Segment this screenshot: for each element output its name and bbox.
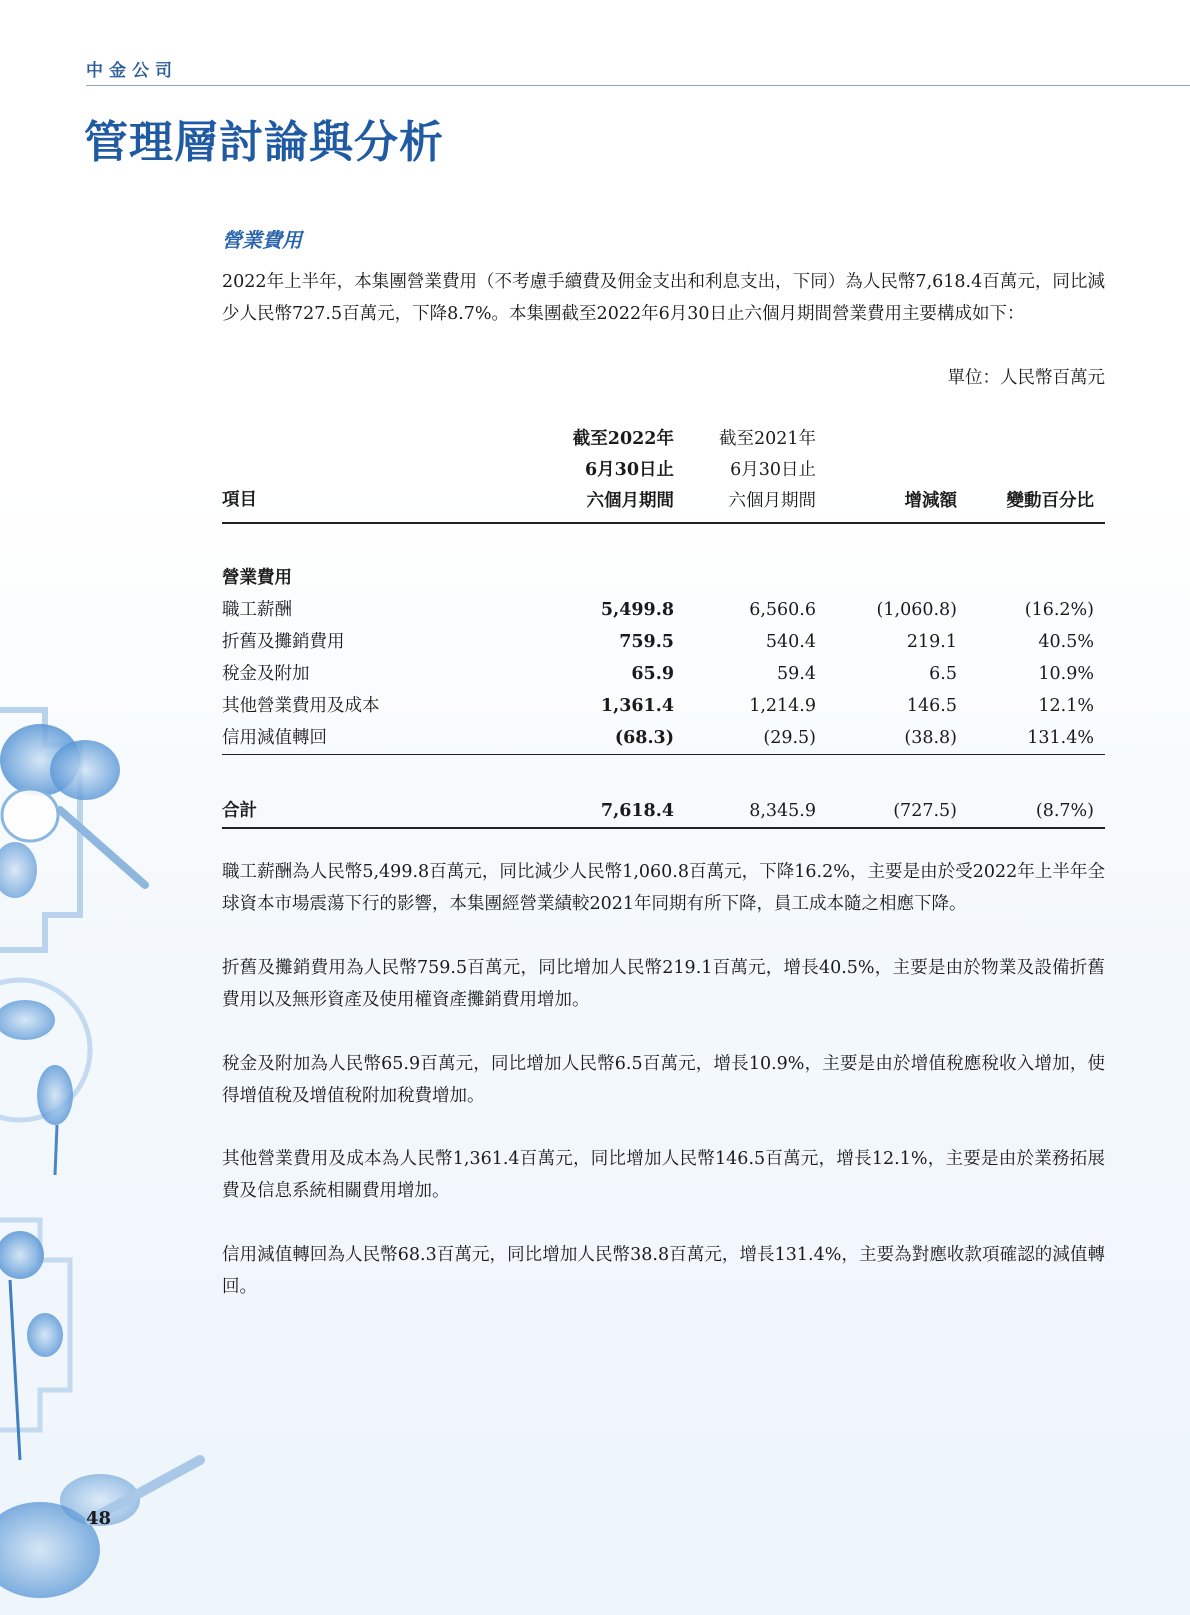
- row-label: 折舊及攤銷費用: [222, 632, 345, 652]
- col-2022-line-2: 6月30日止: [584, 460, 674, 480]
- total-2022: 7,618.4: [600, 801, 674, 821]
- value-pct: 40.5%: [1038, 632, 1094, 652]
- paragraph-taxes: 稅金及附加為人民幣65.9百萬元，同比增加人民幣6.5百萬元，增長10.9%，主要是由於增值稅應稅收入增加，使得增值稅及增值稅附加稅費增加。: [222, 1054, 1105, 1106]
- operating-expenses-table: [222, 424, 1105, 829]
- table-header: [222, 424, 1105, 522]
- col-2021-line-3: 六個月期間: [728, 491, 816, 511]
- company-name: 中金公司: [86, 61, 178, 81]
- paragraph-depreciation: 折舊及攤銷費用為人民幣759.5百萬元，同比增加人民幣219.1百萬元，增長40.5%，主要是由於物業及設備折舊費用以及無形資產及使用權資產攤銷費用增加。: [222, 958, 1105, 1010]
- value-change: 219.1: [906, 632, 957, 652]
- table-row: [222, 690, 1105, 722]
- unit-label: 單位：人民幣百萬元: [947, 368, 1105, 388]
- table-row: [222, 722, 1105, 754]
- value-2021: 59.4: [777, 664, 816, 684]
- table-row: [222, 594, 1105, 626]
- total-change: (727.5): [893, 801, 957, 821]
- total-2021: 8,345.9: [749, 801, 816, 821]
- page-title: 管理層討論與分析: [84, 117, 444, 168]
- col-2022-header: [573, 424, 674, 517]
- paragraph-staff-costs: 職工薪酬為人民幣5,499.8百萬元，同比減少人民幣1,060.8百萬元，下降16.2%，主要是由於受2022年上半年全球資本市場震蕩下行的影響，本集團經營業績較2021年同期有所下降，員工成本隨之相應下降。: [222, 862, 1105, 914]
- group-label: 營業費用: [222, 568, 292, 588]
- value-change: (38.8): [904, 728, 957, 748]
- value-pct: (16.2%): [1024, 600, 1094, 620]
- value-2021: 6,560.6: [749, 600, 816, 620]
- table-row: [222, 658, 1105, 690]
- value-2022: 65.9: [631, 664, 674, 684]
- col-2021-line-2: 6月30日止: [730, 460, 816, 480]
- total-pct: (8.7%): [1035, 801, 1094, 821]
- value-2022: (68.3): [614, 728, 674, 748]
- col-2022-line-1: 截至2022年: [572, 429, 674, 449]
- intro-paragraph: 2022年上半年，本集團營業費用（不考慮手續費及佣金支出和利息支出，下同）為人民幣7,618.4百萬元，同比減少人民幣727.5百萬元，下降8.7%。本集團截至2022年6月30日止六個月期間營業費用主要構成如下：: [222, 272, 1105, 324]
- row-label: 其他營業費用及成本: [222, 696, 380, 716]
- col-2021-line-1: 截至2021年: [718, 429, 816, 449]
- header-rule: [86, 85, 1190, 86]
- value-2022: 759.5: [619, 632, 674, 652]
- paragraph-credit-impairment: 信用減值轉回為人民幣68.3百萬元，同比增加人民幣38.8百萬元，增長131.4%，主要為對應收款項確認的減值轉回。: [222, 1245, 1105, 1297]
- value-pct: 10.9%: [1038, 664, 1094, 684]
- value-change: 6.5: [929, 664, 957, 684]
- col-2022-line-3: 六個月期間: [586, 491, 674, 511]
- value-pct: 12.1%: [1038, 696, 1094, 716]
- page-number: 48: [86, 1508, 112, 1529]
- table-row: [222, 626, 1105, 658]
- col-2021-header: [719, 424, 816, 517]
- section-title: 營業費用: [222, 228, 302, 252]
- value-2021: (29.5): [763, 728, 816, 748]
- row-label: 稅金及附加: [222, 664, 310, 684]
- row-label: 職工薪酬: [222, 600, 292, 620]
- value-2021: 1,214.9: [749, 696, 816, 716]
- value-2022: 1,361.4: [600, 696, 674, 716]
- col-pct-header: 變動百分比: [1006, 491, 1094, 511]
- row-label: 信用減值轉回: [222, 728, 327, 748]
- total-rule: [222, 827, 1105, 829]
- value-2021: 540.4: [765, 632, 816, 652]
- total-row: [222, 795, 1105, 827]
- total-label: 合計: [222, 801, 257, 821]
- floral-decoration: [0, 700, 230, 1615]
- value-change: 146.5: [906, 696, 957, 716]
- value-change: (1,060.8): [876, 600, 957, 620]
- value-pct: 131.4%: [1027, 728, 1094, 748]
- col-item-header: 項目: [222, 490, 257, 510]
- value-2022: 5,499.8: [600, 600, 674, 620]
- paragraph-other-expenses: 其他營業費用及成本為人民幣1,361.4百萬元，同比增加人民幣146.5百萬元，增長12.1%，主要是由於業務拓展費及信息系統相關費用增加。: [222, 1149, 1105, 1201]
- header-rule: [222, 522, 1105, 524]
- col-change-header: 增減額: [904, 491, 957, 511]
